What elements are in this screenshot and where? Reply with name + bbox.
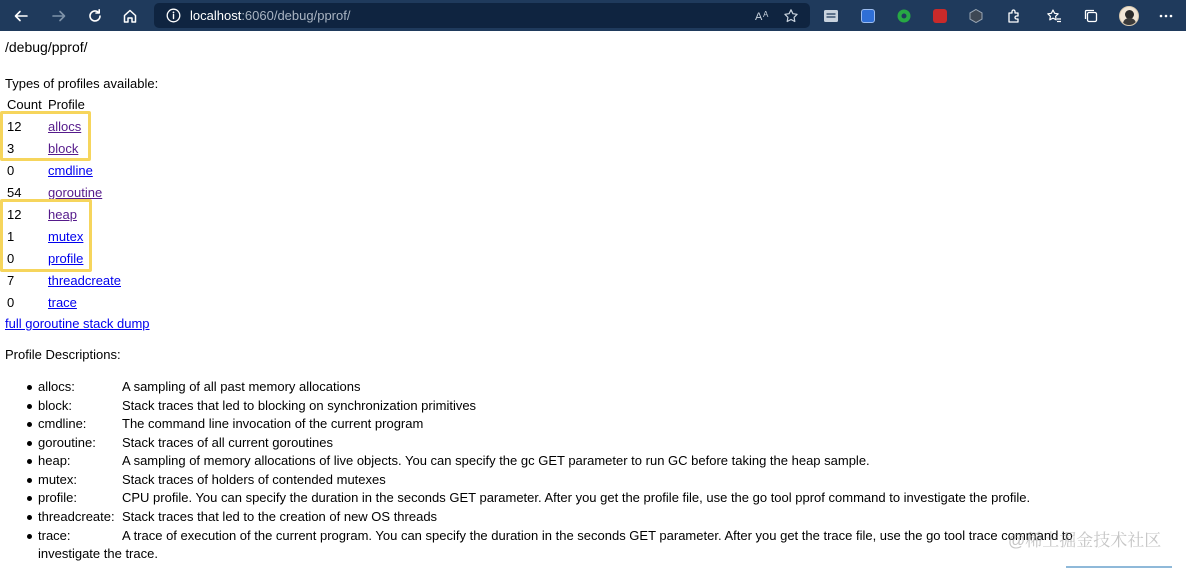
collections-icon[interactable] [1078,3,1104,29]
bullet-icon [27,515,32,520]
description-text: Stack traces of all current goroutines [122,435,333,450]
description-name: cmdline: [38,416,87,431]
forward-arrow-icon[interactable] [46,3,72,29]
url-host: localhost [190,8,242,23]
count-column-header: Count [7,97,42,112]
description-name: trace: [38,528,71,543]
browser-toolbar [0,0,1186,31]
list-item [0,397,1186,415]
back-arrow-icon[interactable] [8,3,34,29]
bullet-icon [27,496,32,501]
bullet-icon [27,478,32,483]
profile-column-header: Profile [48,97,85,112]
site-info-icon[interactable] [166,8,181,28]
bullet-icon [27,459,32,464]
extensions-puzzle-icon[interactable] [1001,3,1027,29]
profile-count: 54 [7,185,22,200]
extension-green-icon[interactable] [891,3,917,29]
profile-link-allocs[interactable]: allocs [48,119,82,134]
bullet-icon [27,422,32,427]
profile-count: 3 [7,141,15,156]
bullet-icon [27,385,32,390]
description-text-continued: investigate the trace. [38,546,158,561]
watermark-text: @稀土掘金技术社区 [1008,531,1162,550]
url-path: :6060/debug/pprof/ [241,8,351,23]
description-text: CPU profile. You can specify the duration in the seconds GET parameter. After you get the profile file, use the go tool pprof command to investigate the profile. [122,490,1031,505]
favorite-star-icon[interactable] [782,7,800,25]
description-text: Stack traces that led to blocking on synchronization primitives [122,398,477,413]
description-name: allocs: [38,379,75,394]
extension-blue-icon[interactable] [855,3,881,29]
profile-count: 7 [7,273,15,288]
description-name: block: [38,398,72,413]
read-aloud-icon[interactable] [754,7,772,25]
profile-avatar[interactable] [1116,3,1142,29]
home-icon[interactable] [117,3,143,29]
description-text: The command line invocation of the current program [122,416,424,431]
profile-link-threadcreate[interactable]: threadcreate [48,273,121,288]
profile-count: 12 [7,207,22,222]
profile-link-cmdline[interactable]: cmdline [48,163,93,178]
types-title: Types of profiles available: [5,76,159,91]
description-text: A sampling of memory allocations of live objects. You can specify the gc GET parameter to run GC before taking the heap sample. [122,453,870,468]
description-name: heap: [38,453,71,468]
reading-list-icon[interactable] [818,3,844,29]
list-item [0,452,1186,470]
profile-link-heap[interactable]: heap [48,207,77,222]
profile-link-mutex[interactable]: mutex [48,229,84,244]
profile-link-goroutine[interactable]: goroutine [48,185,103,200]
bullet-icon [27,534,32,539]
profile-count: 0 [7,163,15,178]
svg-text:A: A [763,10,769,19]
extension-red-icon[interactable] [927,3,953,29]
profile-link-profile[interactable]: profile [48,251,84,266]
description-text: A trace of execution of the current program. You can specify the duration in the seconds GET parameter. After you get the trace file, use the go tool trace command to [122,528,1073,543]
list-item [0,471,1186,489]
profile-link-block[interactable]: block [48,141,79,156]
profile-count: 0 [7,251,15,266]
description-text: A sampling of all past memory allocations [122,379,361,394]
list-item [0,378,1186,396]
bullet-icon [27,404,32,409]
full-goroutine-dump-link[interactable]: full goroutine stack dump [5,316,150,331]
extension-dark-icon[interactable] [963,3,989,29]
page-content [0,31,1186,568]
description-name: mutex: [38,472,78,487]
description-text: Stack traces of holders of contended mutexes [122,472,386,487]
page-heading: /debug/pprof/ [5,39,88,55]
list-item [0,489,1186,507]
profile-link-trace[interactable]: trace [48,295,77,310]
url-text [190,7,350,24]
description-name: threadcreate: [38,509,115,524]
description-name: profile: [38,490,78,505]
list-item [0,508,1186,526]
list-item [0,434,1186,452]
address-bar[interactable] [154,3,810,28]
more-menu-icon[interactable] [1153,3,1179,29]
profile-count: 1 [7,229,15,244]
description-text: Stack traces that led to the creation of new OS threads [122,509,438,524]
bullet-icon [27,441,32,446]
descriptions-title: Profile Descriptions: [5,347,121,362]
profile-count: 0 [7,295,15,310]
profile-count: 12 [7,119,22,134]
description-name: goroutine: [38,435,96,450]
refresh-icon[interactable] [82,3,108,29]
svg-text:A: A [755,11,763,23]
favorites-icon[interactable] [1041,3,1067,29]
list-item [0,415,1186,433]
